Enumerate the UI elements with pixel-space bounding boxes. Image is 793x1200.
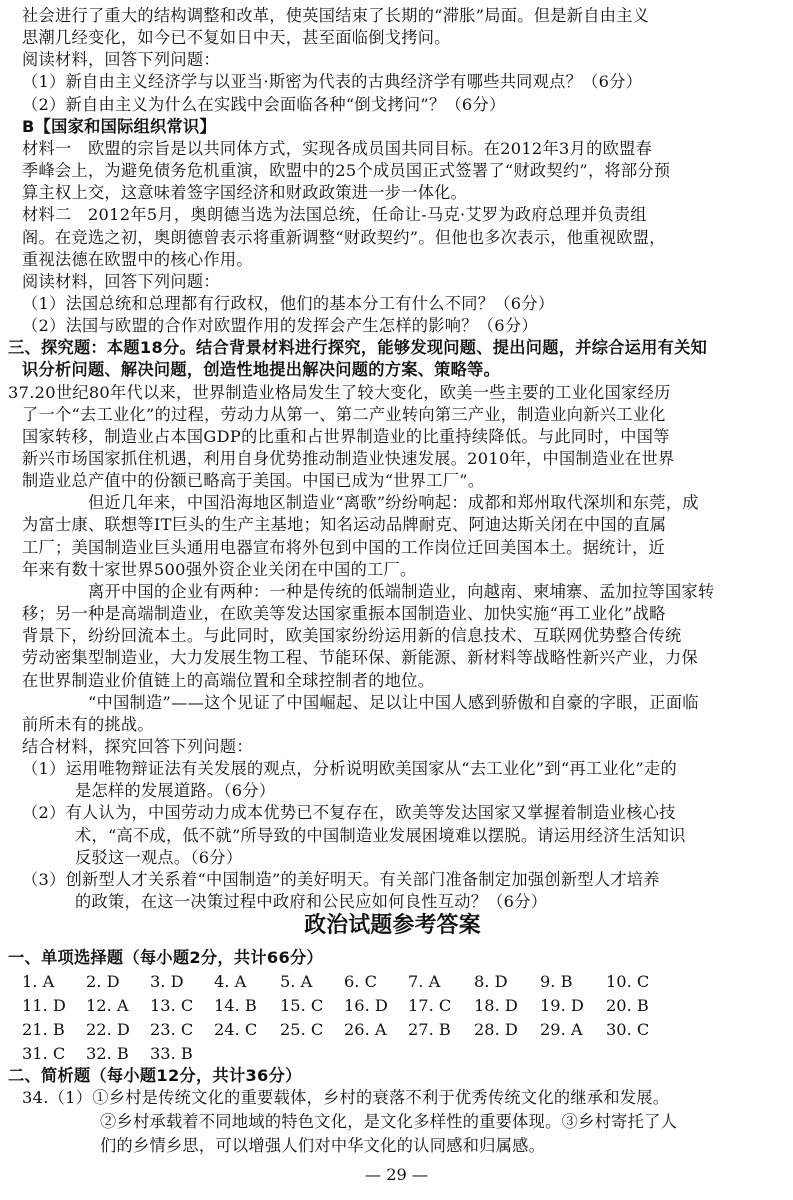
text-line: 重视法德在欧盟中的核心作用。 [22, 249, 253, 269]
answer-item: 32. B [86, 1044, 129, 1063]
text-line: “中国制造”——这个见证了中国崛起、足以让中国人感到骄傲和自豪的字眼，正面临 [88, 692, 699, 712]
answer-item: 12. A [86, 996, 129, 1015]
answer-item: 29. A [540, 1020, 583, 1039]
answer-item: 14. B [214, 996, 257, 1015]
answer-item: 3. D [150, 972, 184, 991]
answer-item: 9. B [540, 972, 573, 991]
text-line: 思潮几经变化，如今已不复如日中天，甚至面临倒戈拷问。 [22, 28, 451, 48]
answer-item: 8. D [474, 972, 508, 991]
text-line: 阁。在竞选之初，奥朗德曾表示将重新调整“财政契约”。但他也多次表示，他重视欧盟， [22, 227, 666, 247]
text-line: 术，“高不成，低不就”所导致的中国制造业发展困境难以摆脱。请运用经济生活知识 [75, 825, 686, 845]
text-line: 社会进行了重大的结构调整和改革，使英国结束了长期的“滞胀”局面。但是新自由主义 [22, 6, 650, 25]
answer-item: 6. C [344, 972, 377, 991]
answer-item: 26. A [344, 1020, 387, 1039]
answer-item: 20. B [606, 996, 649, 1015]
answer-title: 政治试题参考答案 [304, 913, 481, 938]
text-line: 背景下，纷纷回流本土。与此同时，欧美国家纷纷运用新的信息技术、互联网优势整合传统 [22, 626, 682, 646]
answer-item: 18. D [474, 996, 518, 1015]
page-number: — 29 — [364, 1165, 429, 1184]
text-line: （2）有人认为，中国劳动力成本优势已不复存在，欧美等发达国家又掌握着制造业核心技 [22, 803, 676, 823]
text-line: 是怎样的发展道路。（6分） [75, 781, 276, 801]
text-line: 季峰会上，为避免债务危机重演，欧盟中的25个成员国正式签署了“财政契约”，将部分预 [22, 161, 671, 181]
text-line: 制造业总产值中的份额已略高于美国。中国已成为“世界工厂”。 [22, 471, 485, 491]
text-line: 工厂；美国制造业巨头通用电器宣布将外包到中国的工作岗位迁回美国本土。据统计，近 [22, 537, 666, 557]
answer-item: 24. C [214, 1020, 258, 1039]
answer-item: 22. D [86, 1020, 130, 1039]
text-line: 前所未有的挑战。 [22, 714, 154, 734]
answer-34-line: 34.（1）①乡村是传统文化的重要载体，乡村的衰落不利于优秀传统文化的继承和发展。 [22, 1088, 670, 1107]
answer-item: 15. C [280, 996, 324, 1015]
text-line: 国家转移，制造业占本国GDP的比重和占世界制造业的比重持续降低。与此同时，中国等 [22, 426, 670, 446]
answer-item: 23. C [150, 1020, 194, 1039]
text-line: 反驳这一观点。（6分） [75, 847, 243, 867]
text-line: 阅读材料，回答下列问题： [22, 271, 220, 291]
answer-34-line: ②乡村承载着不同地域的特色文化，是文化多样性的重要体现。③乡村寄托了人 [100, 1112, 678, 1131]
answer-item: 16. D [344, 996, 388, 1015]
text-line: 算主权上交，这意味着签字国经济和财政政策进一步一体化。 [22, 183, 468, 203]
answer-item: 19. D [540, 996, 584, 1015]
text-line: 移；另一种是高端制造业，在欧美等发达国家重振本国制造业、加快实施“再工业化”战略 [22, 604, 666, 624]
section-short-analysis-heading: 二、简析题（每小题12分，共计36分） [8, 1066, 302, 1085]
section-heading-line: B【国家和国际组织常识】 [22, 116, 216, 136]
answer-item: 17. C [408, 996, 452, 1015]
answer-item: 10. C [606, 972, 650, 991]
answer-item: 5. A [280, 972, 313, 991]
answer-item: 7. A [408, 972, 441, 991]
text-line: 劳动密集型制造业，大力发展生物工程、节能环保、新能源、新材料等战略性新兴产业，力保 [22, 648, 698, 668]
text-line: 但近几年来，中国沿海地区制造业“离歌”纷纷响起：成都和郑州取代深圳和东莞，成 [88, 493, 699, 513]
section-heading-line: 识分析问题、解决问题，创造性地提出解决问题的方案、策略等。 [22, 360, 501, 380]
answer-item: 27. B [408, 1020, 451, 1039]
answer-item: 21. B [22, 1020, 65, 1039]
text-line: 新兴市场国家抓住机遇，利用自身优势推动制造业快速发展。2010年，中国制造业在世界 [22, 449, 675, 468]
text-line: 在世界制造业价值链上的高端位置和全球控制者的地位。 [22, 670, 435, 690]
answer-34-line: 们的乡情乡思，可以增强人们对中华文化的认同感和归属感。 [100, 1136, 546, 1155]
text-line: 的政策，在这一决策过程中政府和公民应如何良性互动？（6分） [75, 892, 548, 911]
text-line: （1）运用唯物辩证法有关发展的观点，分析说明欧美国家从“去工业化”到“再工业化”走的 [22, 759, 677, 779]
answer-item: 25. C [280, 1020, 324, 1039]
answer-item: 30. C [606, 1020, 650, 1039]
answer-item: 2. D [86, 972, 120, 991]
answer-item: 11. D [22, 996, 66, 1015]
answer-item: 28. D [474, 1020, 518, 1039]
text-line: （1）法国总统和总理都有行政权，他们的基本分工有什么不同？（6分） [22, 293, 555, 313]
text-line: 材料二 2012年5月，奥朗德当选为法国总统，任命让-马克·艾罗为政府总理并负责组 [22, 205, 647, 225]
answer-item: 4. A [214, 972, 247, 991]
text-line: 年来有数十家世界500强外资企业关闭在中国的工厂。 [22, 559, 417, 579]
answer-item: 33. B [150, 1044, 193, 1063]
answer-item: 1. A [22, 972, 55, 991]
text-line: （2）新自由主义为什么在实践中会面临各种“倒戈拷问”？（6分） [22, 94, 506, 114]
text-line: 结合材料，探究回答下列问题： [22, 736, 253, 756]
answer-item: 31. C [22, 1044, 66, 1063]
text-line: （1）新自由主义经济学与以亚当·斯密为代表的古典经济学有哪些共同观点？（6分） [22, 72, 643, 92]
text-line: 为富士康、联想等IT巨头的生产主基地；知名运动品牌耐克、阿迪达斯关闭在中国的直属 [22, 515, 667, 535]
section-single-choice-heading: 一、单项选择题（每小题2分，共计66分） [8, 948, 323, 967]
text-line: 37.20世纪80年代以来，世界制造业格局发生了较大变化，欧美一些主要的工业化国家经历 [8, 382, 671, 402]
text-line: （2）法国与欧盟的合作对欧盟作用的发挥会产生怎样的影响？（6分） [22, 316, 538, 336]
text-line: 了一个“去工业化”的过程，劳动力从第一、第二产业转向第三产业，制造业向新兴工业化 [22, 404, 666, 424]
text-line: 阅读材料，回答下列问题： [22, 50, 220, 70]
text-line: 离开中国的企业有两种：一种是传统的低端制造业，向越南、柬埔寨、孟加拉等国家转 [88, 581, 715, 601]
text-line: （3）创新型人才关系着“中国制造”的美好明天。有关部门准备制定加强创新型人才培养 [22, 869, 660, 889]
section-heading-line: 三、探究题：本题18分。结合背景材料进行探究，能够发现问题、提出问题，并综合运用有关知 [8, 338, 708, 358]
answer-item: 13. C [150, 996, 194, 1015]
text-line: 材料一 欧盟的宗旨是以共同体方式，实现各成员国共同目标。在2012年3月的欧盟春 [22, 138, 653, 158]
